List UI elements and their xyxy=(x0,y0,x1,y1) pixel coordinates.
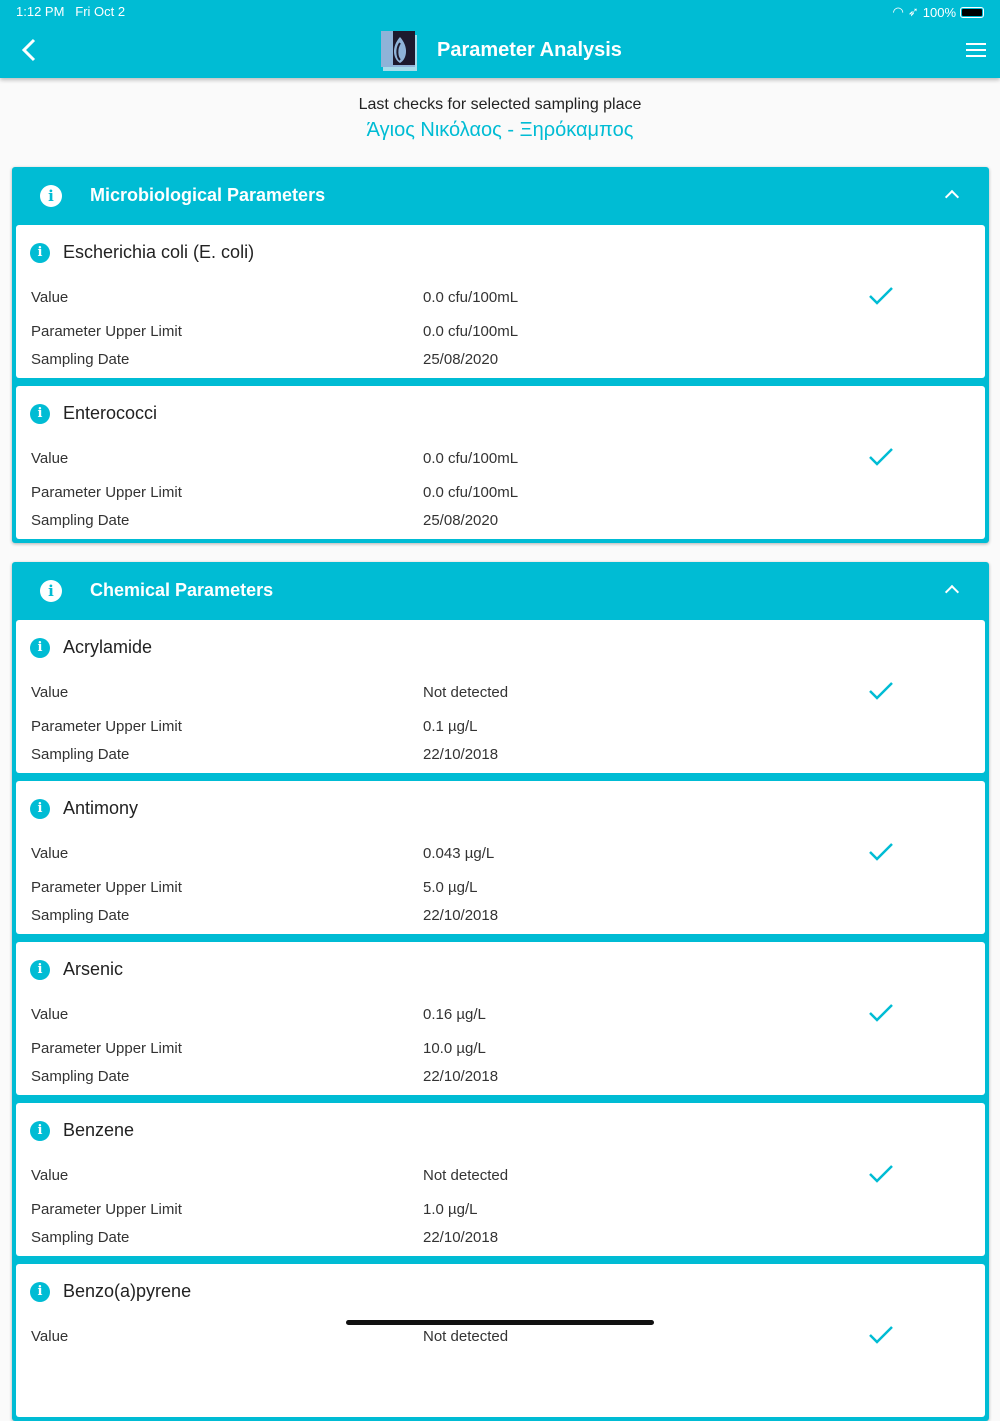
sampling-place[interactable]: Άγιος Νικόλαος - Ξηρόκαμπος xyxy=(366,119,634,141)
date-label: Sampling Date xyxy=(31,1068,130,1085)
time: 1:12 PM xyxy=(16,4,65,19)
info-icon[interactable]: i xyxy=(40,185,62,207)
check-icon xyxy=(868,285,894,307)
section-1 xyxy=(12,562,989,1421)
check-icon xyxy=(868,1002,894,1024)
check-icon xyxy=(868,446,894,468)
location-icon: ➶ xyxy=(907,4,919,19)
limit-label: Parameter Upper Limit xyxy=(31,718,182,735)
info-icon[interactable]: i xyxy=(40,580,62,602)
info-icon[interactable]: i xyxy=(30,638,50,658)
section-0 xyxy=(12,167,989,543)
check-icon xyxy=(868,680,894,702)
value-label: Value xyxy=(31,289,69,306)
sampling-date: 22/10/2018 xyxy=(423,746,499,763)
parameter-card xyxy=(16,781,985,934)
date-label: Sampling Date xyxy=(31,746,130,763)
nav-bar xyxy=(0,0,1000,78)
value-label: Value xyxy=(31,1328,69,1345)
check-icon xyxy=(868,1324,894,1346)
check-icon xyxy=(868,841,894,863)
value: Not detected xyxy=(423,1328,509,1345)
upper-limit: 1.0 µg/L xyxy=(423,1201,478,1218)
info-icon[interactable]: i xyxy=(30,404,50,424)
chevron-up-icon[interactable] xyxy=(945,190,959,204)
sampling-date: 25/08/2020 xyxy=(423,512,499,529)
limit-label: Parameter Upper Limit xyxy=(31,879,182,896)
limit-label: Parameter Upper Limit xyxy=(31,323,182,340)
back-icon[interactable] xyxy=(18,36,40,64)
parameter-name: Acrylamide xyxy=(63,637,153,657)
sampling-date: 22/10/2018 xyxy=(423,1229,499,1246)
value: Not detected xyxy=(423,684,509,701)
wifi-icon: ◠ xyxy=(892,4,904,19)
home-indicator[interactable] xyxy=(346,1320,654,1325)
parameter-name: Benzo(a)pyrene xyxy=(63,1281,192,1301)
upper-limit: 0.0 cfu/100mL xyxy=(423,323,519,340)
upper-limit: 5.0 µg/L xyxy=(423,879,478,896)
date-label: Sampling Date xyxy=(31,907,130,924)
value-label: Value xyxy=(31,684,69,701)
info-icon[interactable]: i xyxy=(30,799,50,819)
parameter-name: Enterococci xyxy=(63,403,158,423)
parameter-card xyxy=(16,1103,985,1256)
upper-limit: 0.1 µg/L xyxy=(423,718,478,735)
value-label: Value xyxy=(31,1167,69,1184)
value: 0.16 µg/L xyxy=(423,1006,486,1023)
value-label: Value xyxy=(31,845,69,862)
parameter-card xyxy=(16,1264,985,1417)
date: Fri Oct 2 xyxy=(75,4,126,19)
menu-icon[interactable] xyxy=(966,43,986,59)
value: 0.0 cfu/100mL xyxy=(423,289,519,306)
parameter-name: Arsenic xyxy=(63,959,124,979)
limit-label: Parameter Upper Limit xyxy=(31,484,182,501)
upper-limit: 10.0 µg/L xyxy=(423,1040,486,1057)
app-logo xyxy=(381,31,419,71)
info-icon[interactable]: i xyxy=(30,243,50,263)
section-title: Microbiological Parameters xyxy=(90,185,326,205)
section-title: Chemical Parameters xyxy=(90,580,274,600)
page-title: Parameter Analysis xyxy=(437,39,622,61)
section-header[interactable] xyxy=(12,562,989,620)
value: 0.043 µg/L xyxy=(423,845,495,862)
info-icon[interactable]: i xyxy=(30,960,50,980)
parameter-card xyxy=(16,386,985,539)
parameter-name: Antimony xyxy=(63,798,139,818)
battery-level: 100% xyxy=(922,4,956,20)
upper-limit: 0.0 cfu/100mL xyxy=(423,484,519,501)
date-label: Sampling Date xyxy=(31,351,130,368)
date-label: Sampling Date xyxy=(31,1229,130,1246)
check-icon xyxy=(868,1163,894,1185)
parameter-card xyxy=(16,620,985,773)
status-right xyxy=(893,4,985,20)
parameter-card xyxy=(16,942,985,1095)
date-label: Sampling Date xyxy=(31,512,130,529)
battery-icon xyxy=(960,7,984,18)
value: Not detected xyxy=(423,1167,509,1184)
parameter-card xyxy=(16,225,985,378)
chevron-up-icon[interactable] xyxy=(945,585,959,599)
info-icon[interactable]: i xyxy=(30,1121,50,1141)
sampling-date: 25/08/2020 xyxy=(423,351,499,368)
parameter-name: Benzene xyxy=(63,1120,135,1140)
sampling-date: 22/10/2018 xyxy=(423,907,499,924)
section-header[interactable] xyxy=(12,167,989,225)
value: 0.0 cfu/100mL xyxy=(423,450,519,467)
status-time xyxy=(16,4,125,19)
value-label: Value xyxy=(31,450,69,467)
intro-subtitle: Last checks for selected sampling place xyxy=(358,96,642,113)
parameter-name: Escherichia coli (E. coli) xyxy=(63,242,255,262)
info-icon[interactable]: i xyxy=(30,1282,50,1302)
limit-label: Parameter Upper Limit xyxy=(31,1040,182,1057)
value-label: Value xyxy=(31,1006,69,1023)
sampling-date: 22/10/2018 xyxy=(423,1068,499,1085)
limit-label: Parameter Upper Limit xyxy=(31,1201,182,1218)
